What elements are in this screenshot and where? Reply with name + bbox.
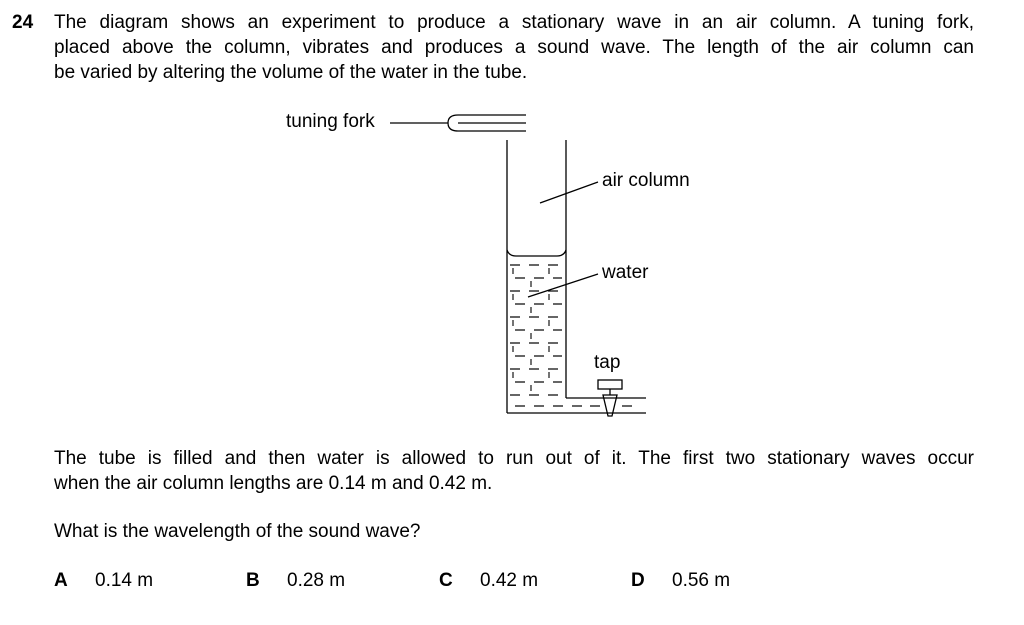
question-number: 24 [12, 12, 34, 33]
label-air-column: air column [602, 170, 690, 191]
prompt-text: What is the wavelength of the sound wave? [54, 521, 421, 542]
label-tap: tap [594, 352, 621, 373]
option-c-letter: C [439, 570, 453, 591]
tap-handle [598, 380, 622, 389]
question-body [54, 446, 974, 496]
label-water: water [602, 262, 649, 283]
body-line-1: The tube is filled and then water is allowed to run out of it. The first two stationary waves occur [54, 448, 974, 469]
tuning-fork [390, 115, 526, 131]
label-tuning-fork: tuning fork [286, 111, 375, 132]
intro-line-1: The diagram shows an experiment to produce a stationary wave in an air column. A tuning fork, [54, 12, 974, 33]
option-d-value: 0.56 m [672, 570, 731, 591]
water-dashes [510, 265, 632, 406]
option-b-letter: B [246, 570, 260, 591]
option-a-value: 0.14 m [95, 570, 154, 591]
option-c-value: 0.42 m [480, 570, 539, 591]
intro-line-2: placed above the column, vibrates and produces a sound wave. The length of the air column can [54, 37, 974, 58]
water-surface [507, 250, 566, 256]
option-a-letter: A [54, 570, 68, 591]
body-line-2: when the air column lengths are 0.14 m and 0.42 m. [54, 473, 493, 494]
intro-line-3: be varied by altering the volume of the water in the tube. [54, 62, 528, 83]
air-column-leader [540, 182, 598, 203]
question-prompt [54, 519, 974, 544]
option-b-value: 0.28 m [287, 570, 346, 591]
option-d-letter: D [631, 570, 645, 591]
